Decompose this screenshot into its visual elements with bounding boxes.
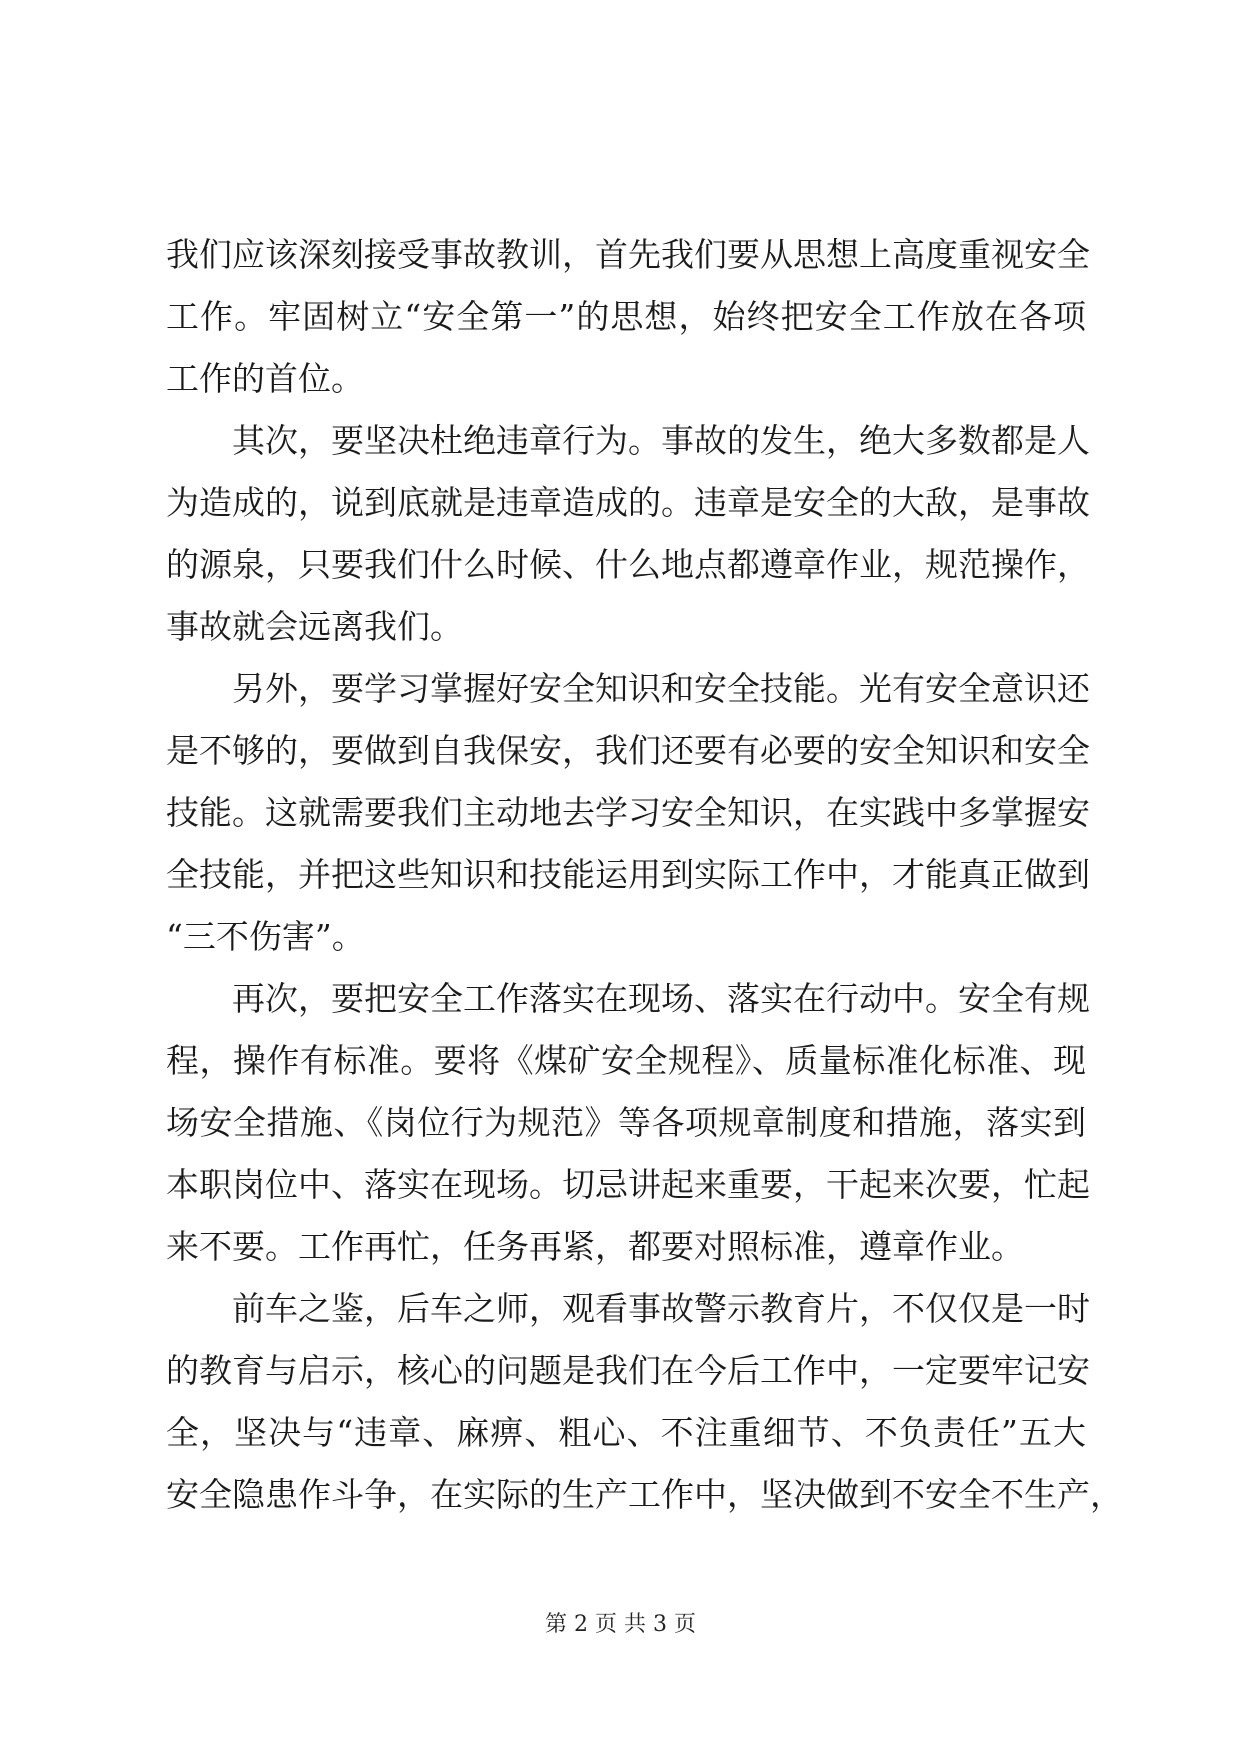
text-line: 的源泉，只要我们什么时候、什么地点都遵章作业，规范操作， bbox=[166, 545, 1090, 584]
text-line: 事故就会远离我们。 bbox=[166, 607, 463, 646]
text-line: 其次，要坚决杜绝违章行为。事故的发生，绝大多数都是人 bbox=[232, 421, 1090, 460]
text-line: 工作。牢固树立“安全第一”的思想，始终把安全工作放在各项 bbox=[166, 297, 1086, 336]
text-line: 来不要。工作再忙，任务再紧，都要对照标准，遵章作业。 bbox=[166, 1227, 1024, 1266]
text-line: 是不够的，要做到自我保安，我们还要有必要的安全知识和安全 bbox=[166, 731, 1090, 770]
text-line: 全，坚决与“违章、麻痹、粗心、不注重细节、不负责任”五大 bbox=[166, 1413, 1086, 1452]
text-line: 场安全措施、《岗位行为规范》等各项规章制度和措施，落实到 bbox=[166, 1103, 1086, 1142]
text-line: 为造成的，说到底就是违章造成的。违章是安全的大敌，是事故 bbox=[166, 483, 1090, 522]
text-line: 程，操作有标准。要将《煤矿安全规程》、质量标准化标准、现 bbox=[166, 1041, 1086, 1080]
text-line: “三不伤害”。 bbox=[166, 917, 365, 956]
text-line: 再次，要把安全工作落实在现场、落实在行动中。安全有规 bbox=[232, 979, 1090, 1018]
text-line: 全技能，并把这些知识和技能运用到实际工作中，才能真正做到 bbox=[166, 855, 1090, 894]
page-footer: 第 2 页 共 3 页 bbox=[545, 1612, 696, 1637]
text-line: 安全隐患作斗争，在实际的生产工作中，坚决做到不安全不生产， bbox=[166, 1475, 1123, 1514]
text-line: 我们应该深刻接受事故教训，首先我们要从思想上高度重视安全 bbox=[166, 235, 1090, 274]
text-line: 的教育与启示，核心的问题是我们在今后工作中，一定要牢记安 bbox=[166, 1351, 1090, 1390]
text-line: 另外，要学习掌握好安全知识和安全技能。光有安全意识还 bbox=[232, 669, 1090, 708]
text-line: 技能。这就需要我们主动地去学习安全知识，在实践中多掌握安 bbox=[166, 793, 1090, 832]
text-line: 前车之鉴，后车之师，观看事故警示教育片，不仅仅是一时 bbox=[232, 1289, 1090, 1328]
document-body bbox=[166, 224, 1123, 1526]
text-line: 工作的首位。 bbox=[166, 359, 364, 398]
text-line: 本职岗位中、落实在现场。切忌讲起来重要，干起来次要，忙起 bbox=[166, 1165, 1090, 1204]
